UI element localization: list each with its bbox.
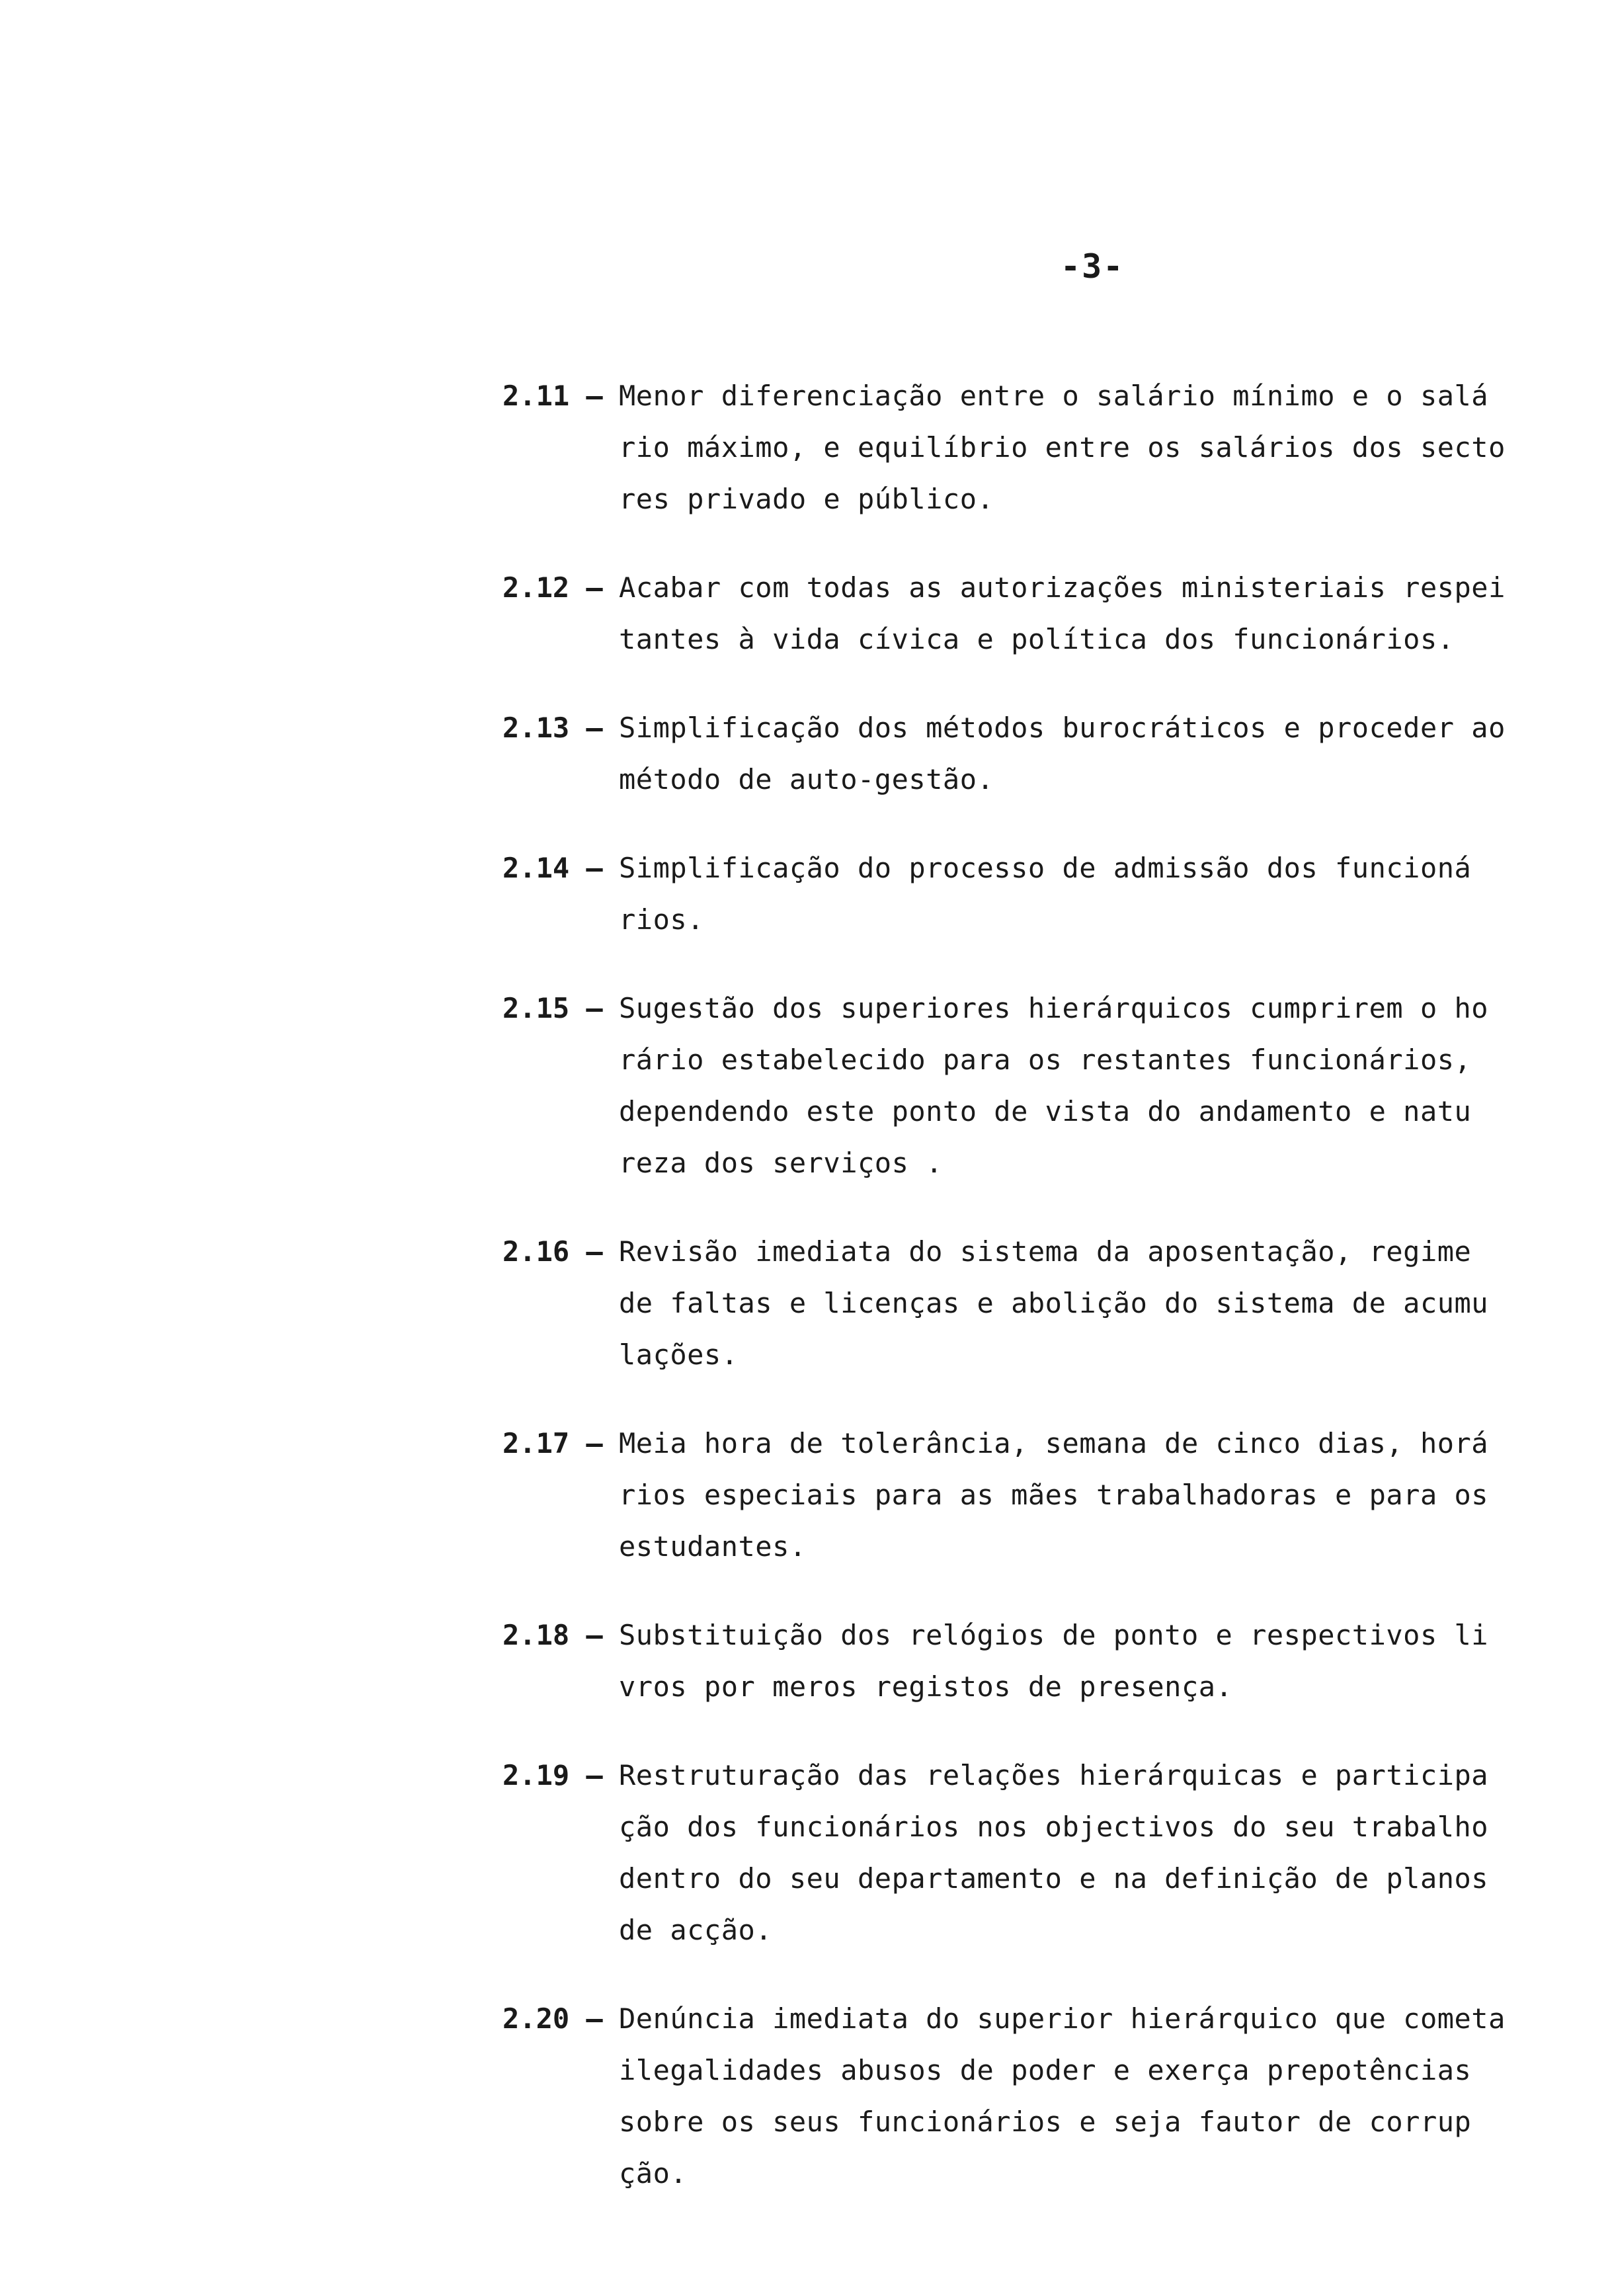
item-text-line: rios especiais para as mães trabalhadoras e para os [619, 1479, 1489, 1511]
item-text-line: dentro do seu departamento e na definição de planos [619, 1862, 1489, 1895]
item-text-line: Simplificação dos métodos burocráticos e proceder ao [619, 712, 1506, 744]
item-number: 2.13 – [502, 712, 603, 744]
list-item [502, 842, 1501, 946]
item-text-line: ção dos funcionários nos objectivos do seu trabalho [619, 1811, 1489, 1843]
item-text-line: estudantes. [619, 1530, 807, 1563]
item-text-line: de faltas e licenças e abolição do sistema de acumu [619, 1287, 1489, 1319]
item-text-line: Substituição dos relógios de ponto e respectivos li [619, 1619, 1489, 1651]
item-text-line: sobre os seus funcionários e seja fautor de corrup [619, 2106, 1472, 2138]
item-number: 2.19 – [502, 1759, 603, 1791]
item-number: 2.16 – [502, 1235, 603, 1268]
item-text-line: dependendo este ponto de vista do andamento e natu [619, 1095, 1472, 1128]
item-number: 2.18 – [502, 1619, 603, 1651]
item-number: 2.17 – [502, 1427, 603, 1459]
item-text-line: lações. [619, 1338, 739, 1371]
list-item [502, 1750, 1501, 1956]
list-item [502, 1993, 1506, 2199]
item-number: 2.12 – [502, 571, 603, 604]
item-text-line: Meia hora de tolerância, semana de cinco dias, horá [619, 1427, 1489, 1459]
item-text-line: res privado e público. [619, 483, 994, 515]
item-text-line: Acabar com todas as autorizações ministeriais respei [619, 571, 1506, 604]
item-number: 2.20 – [502, 2002, 603, 2035]
list-item [502, 370, 1506, 525]
list-item [502, 1610, 1501, 1713]
item-number: 2.11 – [502, 380, 603, 412]
list-item [502, 1226, 1501, 1381]
item-text-line: rios. [619, 903, 704, 936]
item-text-line: vros por meros registos de presença. [619, 1670, 1233, 1703]
item-text-line: ilegalidades abusos de poder e exerça prepotências [619, 2054, 1472, 2086]
item-text-line: Denúncia imediata do superior hierárquico que cometa [619, 2002, 1506, 2035]
numbered-list [502, 370, 1506, 2236]
list-item [502, 562, 1506, 665]
list-item [502, 983, 1501, 1189]
item-text-line: tantes à vida cívica e política dos funcionários. [619, 623, 1455, 655]
item-text-line: ção. [619, 2157, 688, 2190]
list-item [502, 1418, 1501, 1573]
page-number: -3- [1061, 247, 1125, 286]
item-number: 2.14 – [502, 852, 603, 884]
item-text-line: Restruturação das relações hierárquicas e participa [619, 1759, 1489, 1791]
item-text-line: Menor diferenciação entre o salário mínimo e o salá [619, 380, 1489, 412]
item-text-line: reza dos serviços . [619, 1147, 943, 1179]
item-text-line: de acção. [619, 1914, 773, 1946]
item-text-line: Sugestão dos superiores hierárquicos cumprirem o ho [619, 992, 1489, 1024]
item-text-line: rio máximo, e equilíbrio entre os salários dos secto [619, 431, 1506, 464]
list-item [502, 702, 1506, 805]
item-text-line: Revisão imediata do sistema da aposentação, regime [619, 1235, 1472, 1268]
item-number: 2.15 – [502, 992, 603, 1024]
item-text-line: método de auto-gestão. [619, 763, 994, 796]
item-text-line: Simplificação do processo de admissão dos funcioná [619, 852, 1472, 884]
item-text-line: rário estabelecido para os restantes funcionários, [619, 1044, 1472, 1076]
